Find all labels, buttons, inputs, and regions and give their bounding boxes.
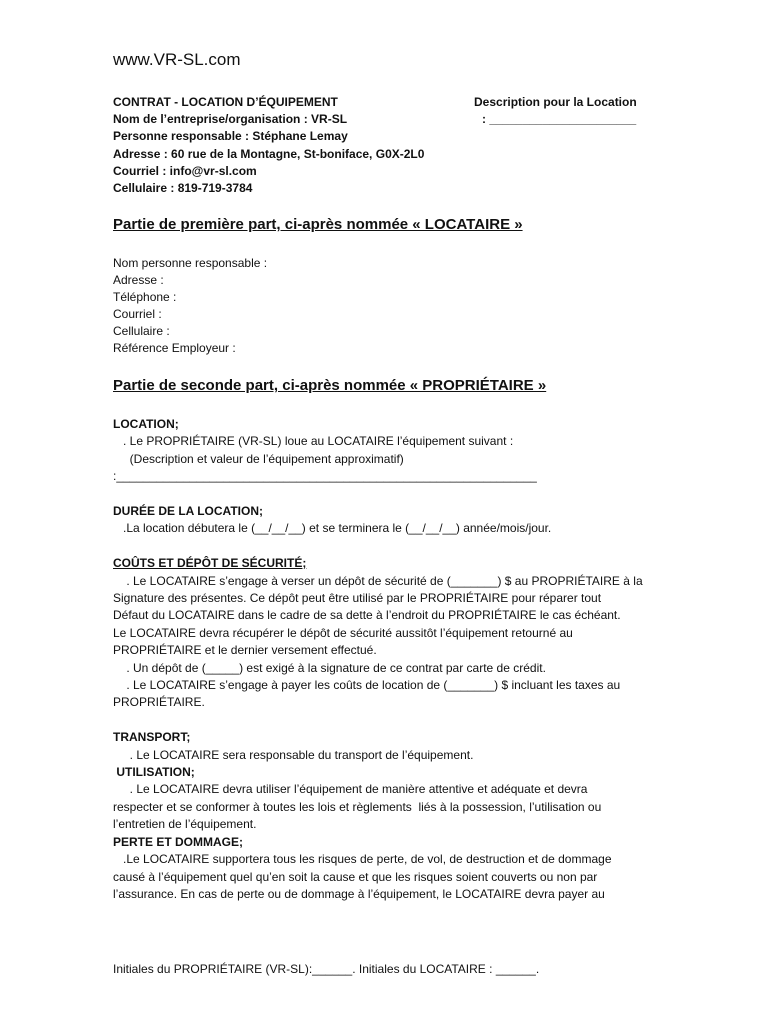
section-line: . Le LOCATAIRE s’engage à verser un dépôt de sécurité de (_______) $ au PROPRIÉTAIRE à la <box>113 573 643 588</box>
party2-heading: Partie de seconde part, ci-après nommée « PROPRIÉTAIRE » <box>113 377 547 394</box>
description-label: Description pour la Location <box>474 95 637 109</box>
section-line: :_______________________________________________________________ <box>113 469 537 484</box>
section-title-couts: COÛTS ET DÉPÔT DE SÉCURITÉ; <box>113 556 307 571</box>
party1-field: Adresse : <box>113 273 164 287</box>
company-address: Adresse : 60 rue de la Montagne, St-boniface, G0X-2L0 <box>113 146 425 161</box>
section-line: .Le LOCATAIRE supportera tous les risques de perte, de vol, de destruction et de dommage <box>113 852 612 867</box>
contract-title: CONTRAT - LOCATION D’ÉQUIPEMENT <box>113 95 338 109</box>
section-title-duree: DURÉE DE LA LOCATION; <box>113 504 263 519</box>
party1-fields <box>113 255 267 357</box>
section-line: respecter et se conformer à toutes les lois et règlements liés à la possession, l’utilisation ou <box>113 799 602 814</box>
section-title-transport: TRANSPORT; <box>113 730 191 745</box>
section-line: Signature des présentes. Ce dépôt peut être utilisé par le PROPRIÉTAIRE pour réparer tout <box>113 591 602 606</box>
section-line: Défaut du LOCATAIRE dans le cadre de sa dette à l’endroit du PROPRIÉTAIRE le cas échéant. <box>113 608 621 623</box>
company-email: Courriel : info@vr-sl.com <box>113 163 257 178</box>
company-cell: Cellulaire : 819-719-3784 <box>113 181 253 196</box>
contract-header <box>113 94 424 197</box>
section-line: causé à l’équipement quel qu’en soit la cause et que les risques soient couverts ou non par <box>113 869 598 884</box>
section-title-location: LOCATION; <box>113 417 179 431</box>
section-line: l’assurance. En cas de perte ou de dommage à l’équipement, le LOCATAIRE devra payer au <box>113 886 605 901</box>
contract-body <box>113 416 653 903</box>
initials-footer: Initiales du PROPRIÉTAIRE (VR-SL):______. Initiales du LOCATAIRE : ______. <box>113 962 540 976</box>
party1-heading: Partie de première part, ci-après nommée « LOCATAIRE » <box>113 216 523 233</box>
section-line: . Le PROPRIÉTAIRE (VR-SL) loue au LOCATAIRE l’équipement suivant : <box>113 434 514 449</box>
section-line: . Le LOCATAIRE sera responsable du transport de l’équipement. <box>113 747 474 762</box>
section-line: PROPRIÉTAIRE et le dernier versement effectué. <box>113 643 377 658</box>
responsible-person: Personne responsable : Stéphane Lemay <box>113 129 348 144</box>
description-line: : ______________________ <box>482 112 637 127</box>
section-title-utilisation: UTILISATION; <box>113 765 195 780</box>
section-title-perte: PERTE ET DOMMAGE; <box>113 834 244 849</box>
section-line: . Le LOCATAIRE devra utiliser l’équipement de manière attentive et adéquate et devra <box>113 782 588 797</box>
section-line: . Le LOCATAIRE s’engage à payer les coûts de location de (_______) $ incluant les taxes au <box>113 678 621 693</box>
party1-field: Courriel : <box>113 307 162 321</box>
party1-field: Téléphone : <box>113 290 177 304</box>
section-line: l’entretien de l’équipement. <box>113 817 257 832</box>
rental-description <box>474 94 637 128</box>
site-url: www.VR-SL.com <box>113 50 241 69</box>
party1-field: Cellulaire : <box>113 324 170 338</box>
section-line: .La location débutera le (__/__/__) et se terminera le (__/__/__) année/mois/jour. <box>113 521 552 536</box>
section-line: Le LOCATAIRE devra récupérer le dépôt de sécurité aussitôt l’équipement retourné au <box>113 625 573 640</box>
party1-field: Référence Employeur : <box>113 341 236 355</box>
section-line: (Description et valeur de l’équipement approximatif) <box>113 451 404 466</box>
party1-field: Nom personne responsable : <box>113 256 268 270</box>
section-line: . Un dépôt de (_____) est exigé à la signature de ce contrat par carte de crédit. <box>113 660 546 675</box>
company-name: Nom de l’entreprise/organisation : VR-SL <box>113 112 348 127</box>
section-line: PROPRIÉTAIRE. <box>113 695 205 710</box>
